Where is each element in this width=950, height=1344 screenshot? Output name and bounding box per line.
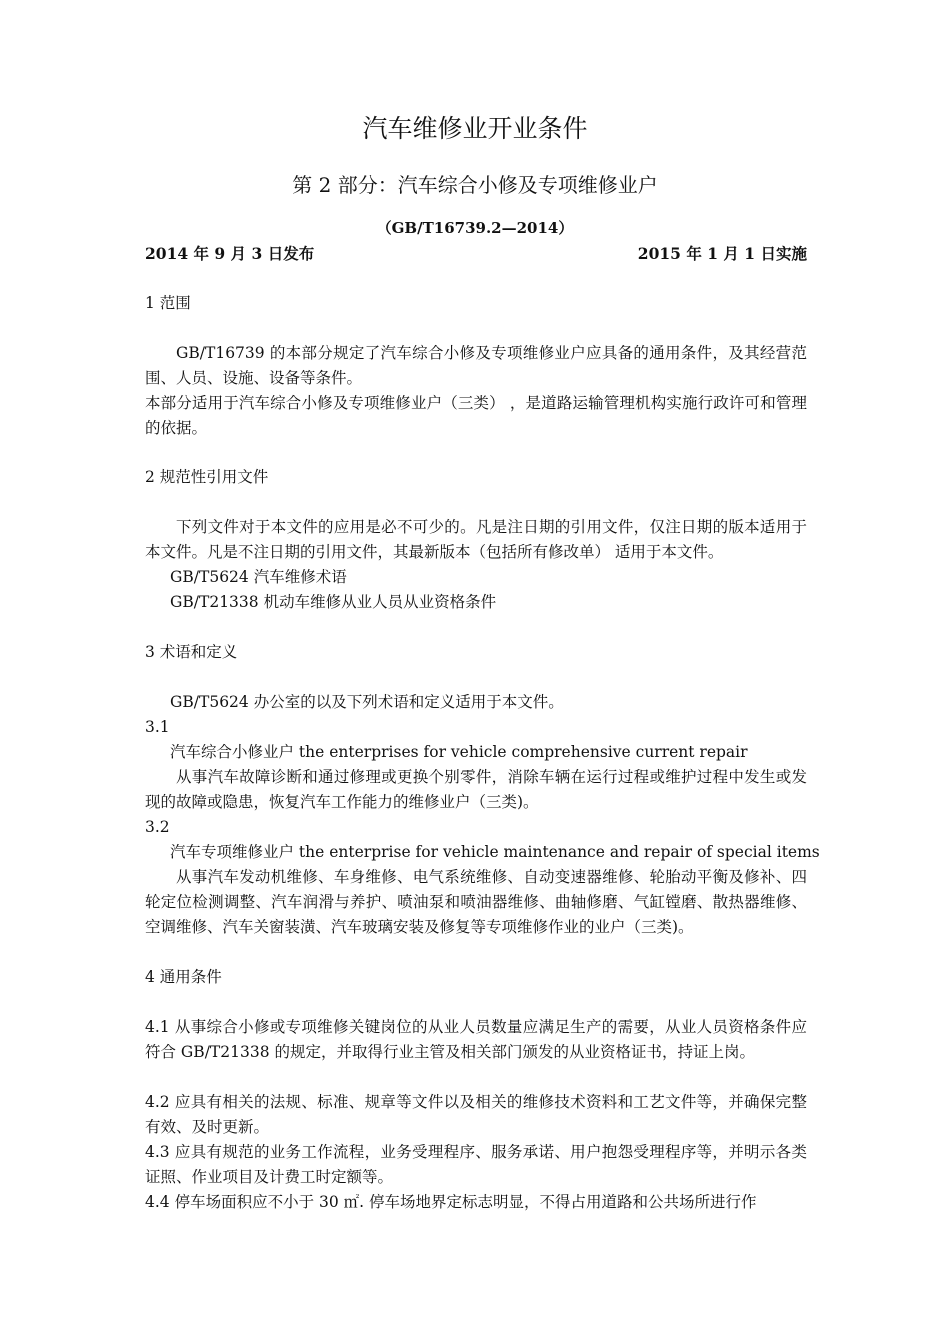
clause-3-1-number: 3.1 bbox=[145, 718, 170, 736]
section-1-heading: 1 范围 bbox=[145, 294, 191, 312]
clause-3-1-term: 汽车综合小修业户 the enterprises for vehicle comprehensive current repair bbox=[170, 743, 748, 761]
clause-3-2-term: 汽车专项维修业户 the enterprise for vehicle maintenance and repair of special items bbox=[170, 843, 820, 861]
publish-date: 2014 年 9 月 3 日发布 bbox=[145, 244, 315, 263]
clause-4-2: 4.2 应具有相关的法规、标准、规章等文件以及相关的维修技术资料和工艺文件等，并确保完整有效、及时更新。 bbox=[145, 1093, 807, 1136]
clause-4-1: 4.1 从事综合小修或专项维修关键岗位的从业人员数量应满足生产的需要，从业人员资格条件应符合 GB/T21338 的规定，并取得行业主管及相关部门颁发的从业资格证书，持证上岗。 bbox=[145, 1018, 807, 1061]
section-3-intro: GB/T5624 办公室的以及下列术语和定义适用于本文件。 bbox=[170, 693, 564, 711]
section-1-paragraph-2: 本部分适用于汽车综合小修及专项维修业户（三类） ，是道路运输管理机构实施行政许可和管理的依据。 bbox=[145, 394, 807, 437]
standard-number: （GB/T16739.2—2014） bbox=[376, 219, 574, 237]
clause-4-3: 4.3 应具有规范的业务工作流程，业务受理程序、服务承诺、用户抱怨受理程序等，并明示各类证照、作业项目及计费工时定额等。 bbox=[145, 1143, 807, 1186]
section-3-heading: 3 术语和定义 bbox=[145, 643, 238, 661]
clause-3-1-definition: 从事汽车故障诊断和通过修理或更换个别零件，消除车辆在运行过程或维护过程中发生或发现的故障或隐患，恢复汽车工作能力的维修业户（三类)。 bbox=[145, 768, 807, 811]
document-subtitle: 第 2 部分：汽车综合小修及专项维修业户 bbox=[292, 173, 658, 197]
clause-3-2-number: 3.2 bbox=[145, 818, 170, 836]
clause-3-2-definition: 从事汽车发动机维修、车身维修、电气系统维修、自动变速器维修、轮胎动平衡及修补、四轮定位检测调整、汽车润滑与养护、喷油泵和喷油器维修、曲轴修磨、气缸镗磨、散热器维修、空调维修、汽车关窗装潢、汽车玻璃安装及修复等专项维修作业的业户（三类)。 bbox=[145, 868, 807, 936]
document-title: 汽车维修业开业条件 bbox=[362, 114, 588, 143]
reference-gbt21338: GB/T21338 机动车维修从业人员从业资格条件 bbox=[170, 593, 497, 611]
section-2-heading: 2 规范性引用文件 bbox=[145, 468, 269, 486]
section-2-paragraph: 下列文件对于本文件的应用是必不可少的。凡是注日期的引用文件，仅注日期的版本适用于本文件。凡是不注日期的引用文件，其最新版本（包括所有修改单） 适用于本文件。 bbox=[145, 518, 807, 561]
section-4-heading: 4 通用条件 bbox=[145, 968, 222, 986]
reference-gbt5624: GB/T5624 汽车维修术语 bbox=[170, 568, 347, 586]
clause-4-4: 4.4 停车场面积应不小于 30 ㎡. 停车场地界定标志明显，不得占用道路和公共场所进行作 bbox=[145, 1193, 757, 1211]
section-1-paragraph-1: GB/T16739 的本部分规定了汽车综合小修及专项维修业户应具备的通用条件，及其经营范围、人员、设施、设备等条件。 bbox=[145, 344, 807, 387]
effective-date: 2015 年 1 月 1 日实施 bbox=[637, 244, 807, 263]
